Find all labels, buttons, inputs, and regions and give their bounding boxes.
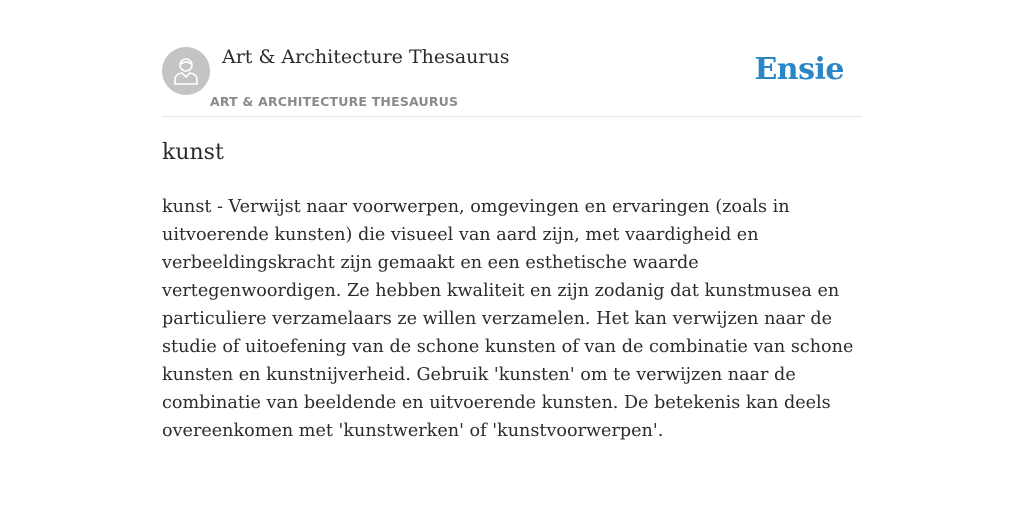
user-icon [172, 56, 200, 86]
page-title: kunst [162, 140, 224, 165]
brand-logo[interactable]: Ensie [754, 52, 844, 87]
definition-text: kunst - Verwijst naar voorwerpen, omgevingen en ervaringen (zoals in uitvoerende kunsten) die visueel van aard zijn, met vaardigheid en verbeeldingskracht zijn gemaakt en een esthetische waarde vertegenwoordigen. Ze hebben kwaliteit en zijn zodanig dat kunstmusea en particuliere verzamelaars ze willen verzamelen. Het kan verwijzen naar de studie of uitoefening van de schone kunsten of van de combinatie van schone kunsten en kunstnijverheid. Gebruik 'kunsten' om te verwijzen naar de combinatie van beeldende en uitvoerende kunsten. De betekenis kan deels overeenkomen met 'kunstwerken' of 'kunstvoorwerpen'. [162, 197, 854, 441]
source-subtitle-link[interactable]: ART & ARCHITECTURE THESAURUS [210, 94, 459, 109]
source-title-link[interactable]: Art & Architecture Thesaurus [222, 46, 510, 68]
avatar[interactable] [162, 47, 210, 95]
header [162, 44, 862, 117]
